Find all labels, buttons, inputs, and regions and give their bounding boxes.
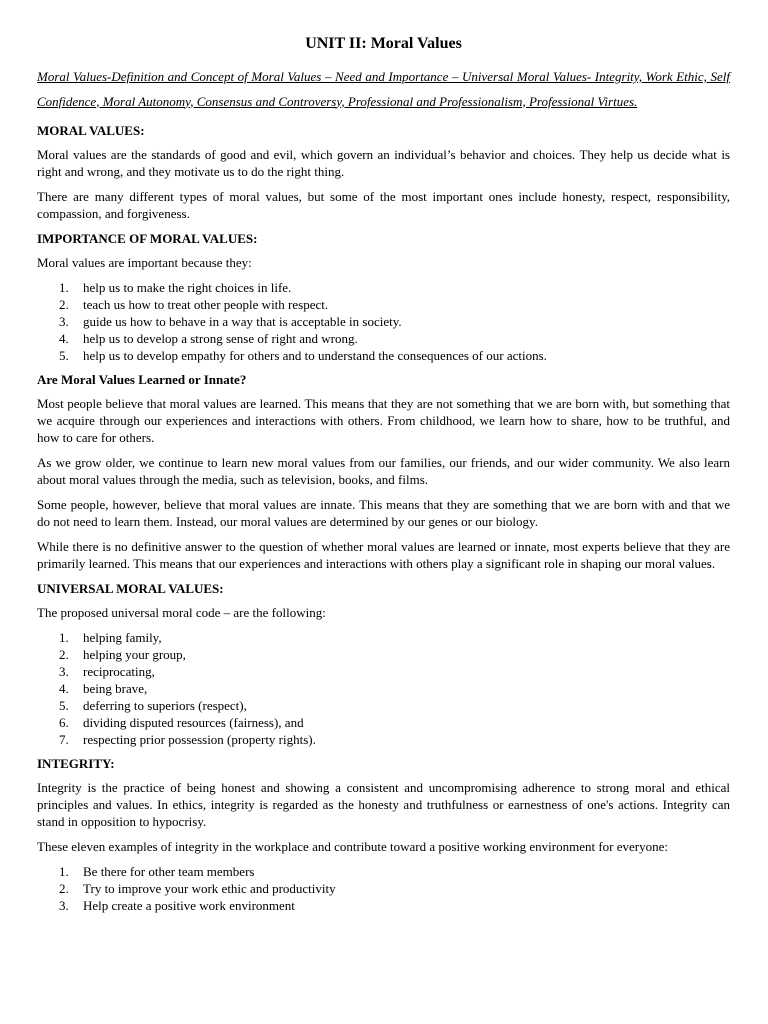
moral-values-heading: MORAL VALUES: bbox=[37, 123, 145, 138]
list-item-text: help us to develop a strong sense of right and wrong. bbox=[83, 331, 358, 346]
page-title: UNIT II: Moral Values bbox=[305, 35, 462, 52]
importance-heading: IMPORTANCE OF MORAL VALUES: bbox=[37, 231, 258, 246]
list-item bbox=[37, 296, 730, 313]
list-item-text: help us to develop empathy for others and to understand the consequences of our actions. bbox=[83, 348, 547, 363]
list-item-text: teach us how to treat other people with respect. bbox=[83, 297, 329, 312]
unit-syllabus: Moral Values-Definition and Concept of Moral Values – Need and Importance – Universal Moral Values- Integrity, Work Ethic, Self Confidence, Moral Autonomy, Consensus and Controversy, Professional and Professionalism, Professional Virtues. bbox=[37, 69, 730, 109]
moral-values-paragraph-1: Moral values are the standards of good and evil, which govern an individual’s behavior and choices. They help us decide what is right and wrong, and they motivate us to do the right thing. bbox=[37, 147, 730, 179]
list-number: 4. bbox=[59, 681, 69, 696]
list-item-text: help us to make the right choices in life. bbox=[83, 280, 292, 295]
list-item bbox=[37, 714, 730, 731]
list-number: 7. bbox=[59, 732, 69, 747]
list-number: 3. bbox=[59, 898, 69, 913]
list-item-text: helping your group, bbox=[83, 647, 186, 662]
list-item-text: Try to improve your work ethic and productivity bbox=[83, 881, 336, 896]
list-item-text: deferring to superiors (respect), bbox=[83, 698, 247, 713]
list-item bbox=[37, 279, 730, 296]
integrity-paragraph-1: Integrity is the practice of being honest and showing a consistent and uncompromising adherence to strong moral and ethical principles and values. In ethics, integrity is regarded as the honesty and truthfulness or earnestness of one's actions. Integrity can stand in opposition to hypocrisy. bbox=[37, 780, 730, 829]
list-item bbox=[37, 697, 730, 714]
list-item-text: respecting prior possession (property rights). bbox=[83, 732, 316, 747]
list-number: 2. bbox=[59, 881, 69, 896]
integrity-list bbox=[37, 863, 730, 914]
list-item bbox=[37, 629, 730, 646]
list-number: 6. bbox=[59, 715, 69, 730]
list-number: 5. bbox=[59, 698, 69, 713]
learned-paragraph-1: Most people believe that moral values are learned. This means that they are not something that we are born with, but something that we acquire through our experiences and interactions with others. From childhood, we learn how to share, how to be truthful, and how to care for others. bbox=[37, 396, 730, 445]
list-item bbox=[37, 313, 730, 330]
universal-intro: The proposed universal moral code – are the following: bbox=[37, 605, 326, 620]
integrity-heading: INTEGRITY: bbox=[37, 756, 115, 771]
learned-or-innate-heading: Are Moral Values Learned or Innate? bbox=[37, 372, 247, 387]
list-number: 1. bbox=[59, 864, 69, 879]
importance-list bbox=[37, 279, 730, 364]
list-item bbox=[37, 646, 730, 663]
list-item bbox=[37, 863, 730, 880]
list-item-text: being brave, bbox=[83, 681, 148, 696]
list-number: 2. bbox=[59, 647, 69, 662]
list-item bbox=[37, 663, 730, 680]
list-item-text: helping family, bbox=[83, 630, 162, 645]
list-number: 1. bbox=[59, 630, 69, 645]
learned-paragraph-2: As we grow older, we continue to learn new moral values from our families, our friends, and our wider community. We also learn about moral values through the media, such as television, books, and films. bbox=[37, 455, 730, 487]
list-item bbox=[37, 347, 730, 364]
list-number: 1. bbox=[59, 280, 69, 295]
list-number: 2. bbox=[59, 297, 69, 312]
list-item-text: Be there for other team members bbox=[83, 864, 255, 879]
importance-intro: Moral values are important because they: bbox=[37, 255, 252, 270]
list-item bbox=[37, 330, 730, 347]
list-item bbox=[37, 680, 730, 697]
universal-moral-values-heading: UNIVERSAL MORAL VALUES: bbox=[37, 581, 224, 596]
list-item-text: reciprocating, bbox=[83, 664, 155, 679]
integrity-paragraph-2: These eleven examples of integrity in the workplace and contribute toward a positive working environment for everyone: bbox=[37, 839, 669, 854]
list-item-text: Help create a positive work environment bbox=[83, 898, 295, 913]
universal-list bbox=[37, 629, 730, 748]
list-item-text: dividing disputed resources (fairness), and bbox=[83, 715, 304, 730]
list-item bbox=[37, 880, 730, 897]
learned-paragraph-4: While there is no definitive answer to the question of whether moral values are learned or innate, most experts believe that they are primarily learned. This means that our experiences and interactions with others play a significant role in shaping our moral values. bbox=[37, 539, 730, 571]
moral-values-paragraph-2: There are many different types of moral values, but some of the most important ones include honesty, respect, responsibility, compassion, and forgiveness. bbox=[37, 189, 730, 221]
list-number: 3. bbox=[59, 664, 69, 679]
list-item bbox=[37, 731, 730, 748]
list-item-text: guide us how to behave in a way that is acceptable in society. bbox=[83, 314, 402, 329]
learned-paragraph-3: Some people, however, believe that moral values are innate. This means that they are something that we are born with and that we do not need to learn them. Instead, our moral values are determined by our genes or our biology. bbox=[37, 497, 730, 529]
list-number: 3. bbox=[59, 314, 69, 329]
list-item bbox=[37, 897, 730, 914]
list-number: 5. bbox=[59, 348, 69, 363]
list-number: 4. bbox=[59, 331, 69, 346]
